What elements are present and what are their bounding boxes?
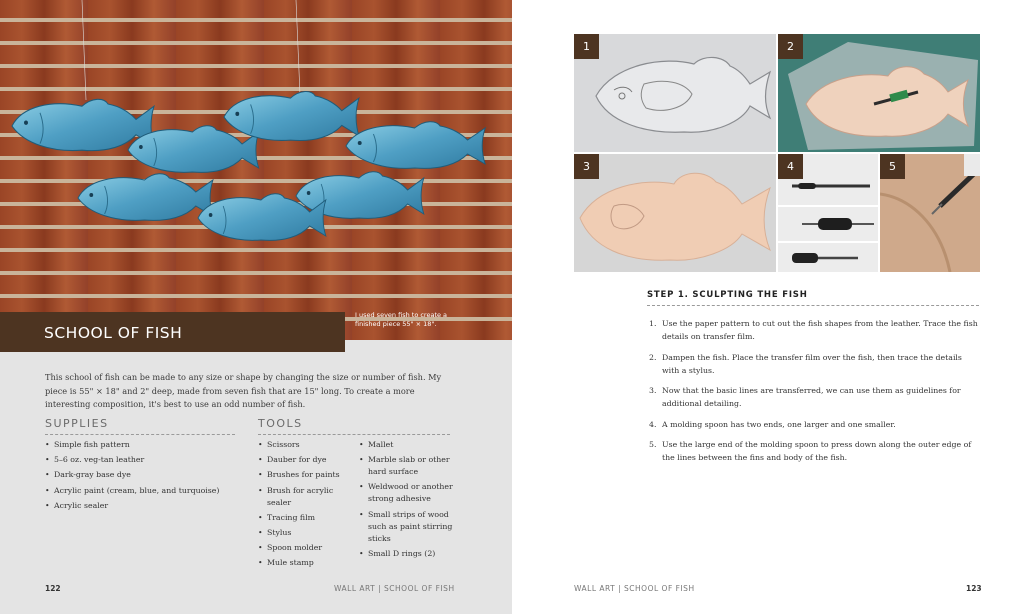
- tools-heading: TOOLS: [258, 417, 450, 435]
- list-item: • 5–6 oz. veg-tan leather: [45, 454, 245, 466]
- list-item: • Dauber for dye: [258, 454, 350, 466]
- list-item: • Brushes for paints: [258, 469, 350, 481]
- step-text: Now that the basic lines are transferred, we can use them as guidelines for additional detailing.: [662, 386, 961, 408]
- step-number: 5.: [649, 440, 657, 449]
- list-item: [649, 418, 980, 431]
- list-item: [649, 384, 980, 410]
- list-item: • Scissors: [258, 439, 350, 451]
- step-photo-5: [880, 154, 980, 272]
- title-bar: [0, 312, 345, 352]
- list-item: • Small D rings (2): [359, 548, 454, 560]
- photo-badge-3: 3: [574, 154, 599, 179]
- step-text: Dampen the fish. Place the transfer film over the fish, then trace the details with a stylus.: [662, 352, 962, 375]
- step-instructions-list: [649, 317, 980, 472]
- step-photo-2: [778, 34, 980, 152]
- list-item: • Simple fish pattern: [45, 439, 245, 451]
- tracing-with-stylus-image: [778, 34, 980, 152]
- step-photo-3: [574, 154, 776, 272]
- list-item: • Acrylic sealer: [45, 500, 245, 512]
- list-item: • Spoon molder: [258, 542, 350, 554]
- list-item: • Acrylic paint (cream, blue, and turquoise): [45, 485, 245, 497]
- page-title: SCHOOL OF FISH: [44, 324, 183, 342]
- list-item: • Brush for acrylic sealer: [258, 485, 350, 509]
- right-page: [512, 0, 1024, 614]
- step-number: 2.: [649, 352, 657, 362]
- supplies-list: [45, 439, 245, 515]
- list-item: [649, 438, 980, 464]
- step-text: Use the paper pattern to cut out the fish shapes from the leather. Trace the fish details on transfer film.: [662, 319, 978, 341]
- photo-badge-4: 4: [778, 154, 803, 179]
- tools-list-column-1: [258, 439, 350, 573]
- photo-badge-1: 1: [574, 34, 599, 59]
- school-of-fish-photo: [0, 0, 512, 340]
- step-heading: STEP 1. SCULPTING THE FISH: [647, 290, 979, 306]
- step-number: 3.: [649, 386, 657, 395]
- step-number: 1.: [649, 319, 657, 328]
- photo-badge-5: 5: [880, 154, 905, 179]
- traced-leather-fish-image: [574, 154, 776, 272]
- list-item: [649, 351, 980, 377]
- list-item: • Marble slab or other hard surface: [359, 454, 454, 478]
- list-item: • Dark-gray base dye: [45, 469, 245, 481]
- list-item: • Mule stamp: [258, 557, 350, 569]
- intro-paragraph: This school of fish can be made to any size or shape by changing the size or number of fish. My piece is 55" × 18" and 2" deep, made from seven fish that are 15" long. To create a more interesting composition, it's best to use an odd number of fish.: [45, 372, 442, 409]
- page-number-right: 123: [966, 584, 982, 593]
- step-text: Use the large end of the molding spoon to press down along the outer edge of the lines between the fins and body of the fish.: [662, 440, 972, 462]
- list-item: • Weldwood or another strong adhesive: [359, 481, 454, 505]
- photo-badge-2: 2: [778, 34, 803, 59]
- page-number-left: 122: [45, 584, 61, 593]
- step-number: 4.: [649, 419, 657, 429]
- supplies-heading: SUPPLIES: [45, 417, 235, 435]
- tools-list-column-2: [359, 439, 454, 563]
- list-item: • Tracing film: [258, 512, 350, 524]
- step-photo-1: [574, 34, 776, 152]
- photo-caption: I used seven fish to create a finished piece 55" × 18".: [355, 311, 448, 328]
- list-item: • Mallet: [359, 439, 454, 451]
- fish-pattern-on-film-image: [574, 34, 776, 152]
- step-text: A molding spoon has two ends, one larger and one smaller.: [662, 419, 896, 429]
- list-item: • Small strips of wood such as paint stirring sticks: [359, 509, 454, 545]
- step-photo-4: [778, 154, 878, 272]
- running-head-right: WALL ART | SCHOOL OF FISH: [574, 584, 695, 593]
- list-item: [649, 317, 980, 343]
- fish-on-brick-illustration: [0, 0, 512, 340]
- running-head-left: WALL ART | SCHOOL OF FISH: [334, 584, 455, 593]
- list-item: • Stylus: [258, 527, 350, 539]
